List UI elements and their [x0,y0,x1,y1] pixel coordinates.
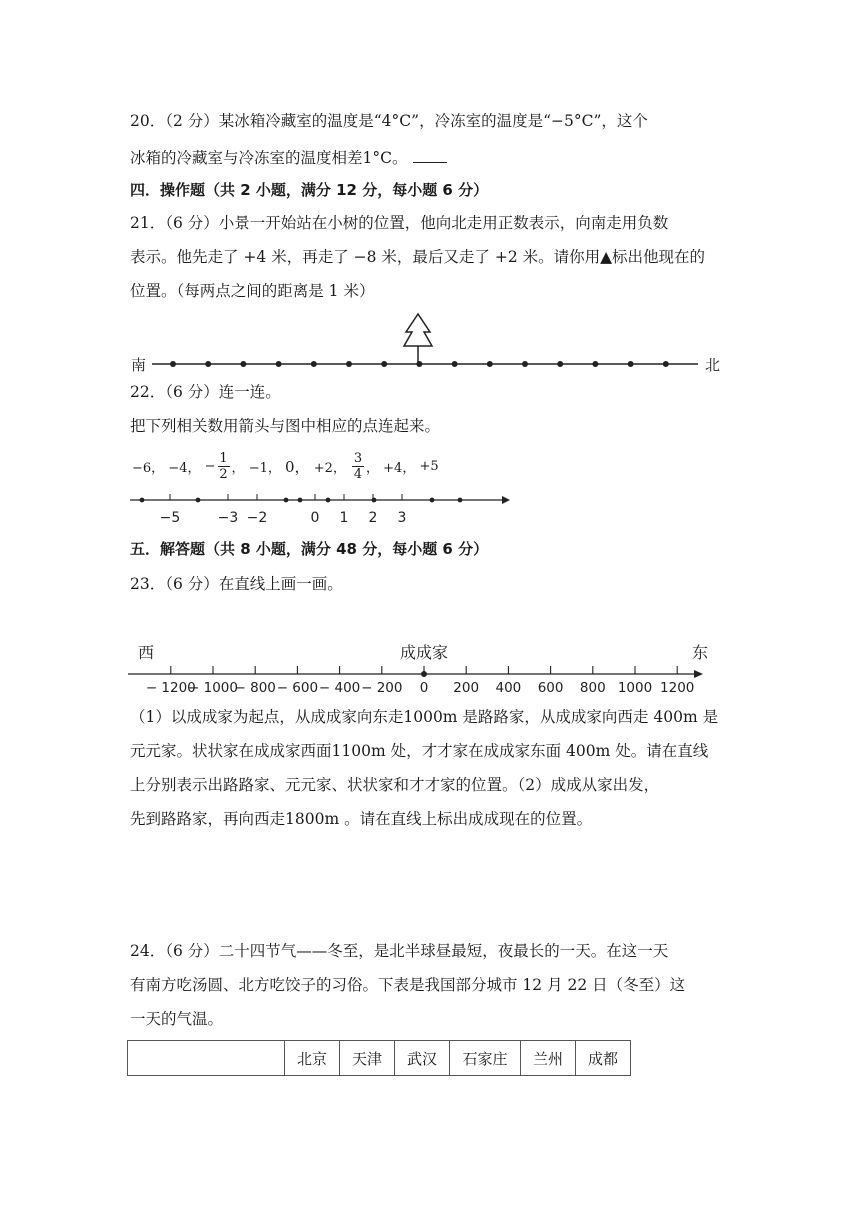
neg-half-sign: − [204,458,216,474]
tick-label: 800 [579,680,606,696]
table-header-cell: 天津 [340,1041,395,1076]
q22-number-list [132,446,439,486]
table-header-cell: 北京 [285,1041,340,1076]
tick-label: 600 [537,680,564,696]
neg-half-denominator: 2 [219,466,228,482]
number-line-point [372,498,377,503]
q20-line2-text: 冰箱的冷藏室与冷冻室的温度相差1°C。 [130,149,408,167]
tick-label: −2 [246,510,268,526]
tick-label: − 200 [361,680,403,696]
table-row [128,1041,631,1076]
tick-label: 1000 [617,680,653,696]
number-line-point [430,498,435,503]
temperature-table [127,1040,631,1076]
answer-blank[interactable] [413,146,447,163]
tick-label: 0 [419,680,429,696]
num-three-quarters[interactable] [350,451,379,482]
q20-line2 [130,146,447,169]
number-line-point [140,498,145,503]
q23-number-line [0,636,860,698]
number-line-point [487,361,493,367]
number-line-point [205,361,211,367]
q23-paragraph-1: （1）以成成家为起点，从成成家向东走1000m 是路路家，从成成家向西走 400m 是 [130,708,719,726]
table-header-cell: 石家庄 [450,1041,521,1076]
tick-label: 3 [397,510,407,526]
section5-heading: 五．解答题（共 8 小题，满分 48 分，每小题 6 分） [130,540,489,558]
comma: ， [231,460,245,476]
num-pos2[interactable]: +2， [313,460,346,476]
number-line-point [458,498,463,503]
q23-marks [146,666,695,696]
tick-label: 0 [310,510,320,526]
q20-line1: 20．（2 分）某冰箱冷藏室的温度是“4°C”，冷冻室的温度是“−5°C”，这个 [130,112,648,130]
number-line-point [592,361,598,367]
tick-label: 2 [368,510,378,526]
q23-paragraph-3: 上分别表示出路路家、元元家、状状家和才才家的位置。（2）成成从家出发， [130,776,660,794]
comma: ， [366,460,380,476]
three-quarters-denominator: 4 [353,466,363,482]
num-pos5[interactable]: +5 [419,458,439,474]
num-neg6[interactable]: −6， [132,460,165,476]
three-quarters-numerator: 3 [353,450,363,466]
tick-label: − 800 [234,680,276,696]
table-header-cell [128,1041,285,1076]
table-header-cell: 兰州 [521,1041,576,1076]
number-line-point [311,361,317,367]
number-line-point [557,361,563,367]
table-header-cell: 成都 [576,1041,631,1076]
q23-paragraph-4: 先到路路家，再向西走1800m 。请在直线上标出成成现在的位置。 [130,810,593,828]
q21-line1: 21．（6 分）小景一开始站在小树的位置，他向北走用正数表示，向南走用负数 [130,214,669,232]
q22-instruction: 把下列相关数用箭头与图中相应的点连起来。 [130,417,441,435]
q23-paragraph-2: 元元家。状状家在成成家西面1100m 处，才才家在成成家东面 400m 处。请在直线 [130,742,709,760]
west-label: 西 [138,643,155,662]
tick-label: 1 [339,510,349,526]
q24-line2: 有南方吃汤圆、北方吃饺子的习俗。下表是我国部分城市 12 月 22 日（冬至）这 [130,976,686,994]
tick-label: −5 [159,510,181,526]
tick-label: − 1000 [188,680,238,696]
q21-number-line [0,300,860,380]
tick-label: 1200 [660,680,695,696]
number-line-point [628,361,634,367]
tick-label: − 1200 [145,680,196,696]
number-line-point [170,361,176,367]
tick-label: − 400 [318,680,361,696]
arrow-right-icon [694,670,703,678]
section4-heading: 四．操作题（共 2 小题，满分 12 分，每小题 6 分） [130,181,489,199]
tick-label: 200 [453,680,480,696]
q22-title: 22．（6 分）连一连。 [130,383,281,401]
north-label: 北 [705,356,721,374]
number-line-point [298,498,303,503]
number-line-point [284,498,289,503]
q24-line3: 一天的气温。 [130,1010,224,1028]
home-label: 成成家 [400,643,449,662]
home-point [421,671,427,677]
num-zero[interactable]: 0， [285,457,310,476]
tree-icon [404,314,432,364]
number-line-point [326,498,331,503]
q21-line2: 表示。他先走了 +4 米，再走了 −8 米，最后又走了 +2 米。请你用▲标出他现在的 [130,248,706,266]
tick-label: 400 [495,680,522,696]
q24-line1: 24．（6 分）二十四节气——冬至，是北半球昼最短，夜最长的一天。在这一天 [130,942,669,960]
q23-title: 23．（6 分）在直线上画一画。 [130,575,343,593]
tick-label: −3 [217,510,239,526]
table-header-cell: 武汉 [395,1041,450,1076]
num-pos4[interactable]: +4， [383,460,416,476]
number-line-point [196,498,201,503]
q21-line3: 位置。（每两点之间的距离是 1 米） [130,282,375,300]
fraction-neg-half [218,451,230,482]
tick-label: − 600 [276,680,319,696]
east-label: 东 [692,643,709,662]
arrow-right-icon [502,496,510,504]
neg-half-numerator: 1 [219,450,228,466]
number-line-point [381,361,387,367]
number-line-point [240,361,246,367]
number-line-point [522,361,528,367]
number-line-point [346,361,352,367]
south-label: 南 [131,356,147,374]
number-line-point [452,361,458,367]
q22-marks [140,494,463,526]
fraction-three-quarters [352,451,364,482]
q22-number-line [0,488,860,532]
num-neg-half[interactable] [205,451,245,482]
q21-points [170,361,669,367]
number-line-point [276,361,282,367]
num-neg1[interactable]: −1， [248,460,281,476]
num-neg4[interactable]: −4， [168,460,201,476]
number-line-point [663,361,669,367]
